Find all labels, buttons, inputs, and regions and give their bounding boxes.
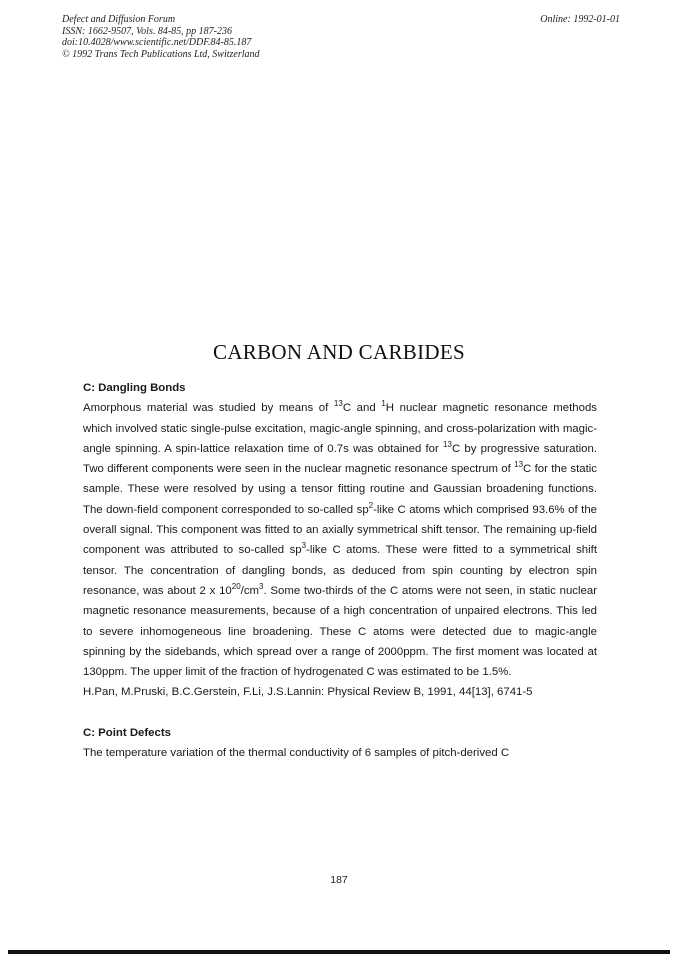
point-defects-paragraph: The temperature variation of the thermal conductivity of 6 samples of pitch-derived C — [83, 747, 510, 760]
page-number: 187 — [330, 874, 348, 886]
journal-header — [62, 14, 260, 60]
reference-citation: H.Pan, M.Pruski, B.C.Gerstein, F.Li, J.S.Lannin: Physical Review B, 1991, 44[13], 6741-5 — [83, 686, 533, 699]
copyright-line: © 1992 Trans Tech Publications Ltd, Switzerland — [62, 48, 260, 60]
abstract-paragraph: Amorphous material was studied by means of $^{13}$C and $^1$H nuclear magnetic resonance methods which involved static single-pulse excitation, magic-angle spinning, and cross-polarization with magic-angle spinning. A spin-lattice relaxation time of 0.7s was obtained for $^{13}$C by progressive saturation. Two different components were seen in the nuclear magnetic resonance spectrum of $^{13}$C for the static sample. These were resolved by using a tensor fitting routine and Gaussian broadening functions. The down-field component corresponded to so-called $sp^2$-like C atoms which comprised 93.6% of the overall signal. This component was fitted to an axially symmetrical shift tensor. The remaining up-field component was attributed to so-called $sp^3$-like C atoms. These were fitted to a symmetrical shift tensor. The concentration of dangling bonds, as deduced from spin counting by electron spin resonance, was about 2 x $10^{20}/cm^3$. Some two-thirds of the C atoms were not seen, in static nuclear magnetic resonance measurements, because of a high concentration of unpaired electrons. This led to severe inhomogeneous line broadening. These C atoms were detected due to magic-angle spinning by the sidebands, which spread over a range of 2000ppm. The first moment was located at 130ppm. The upper limit of the fraction of hydrogenated C was estimated to be 1.5%. — [83, 399, 598, 679]
issn-line: ISSN: 1662-9507, Vols. 84-85, pp 187-236 — [62, 25, 232, 37]
doi-line: doi:10.4028/www.scientific.net/DDF.84-85.187 — [62, 37, 252, 48]
page-title: CARBON AND CARBIDES — [213, 340, 465, 364]
online-date: Online: 1992-01-01 — [540, 14, 620, 25]
section-heading-dangling-bonds: C: Dangling Bonds — [83, 382, 186, 394]
journal-name: Defect and Diffusion Forum — [62, 14, 176, 25]
section-heading-point-defects: C: Point Defects — [83, 726, 171, 739]
footer-rule — [8, 950, 670, 954]
article-body — [83, 378, 597, 763]
